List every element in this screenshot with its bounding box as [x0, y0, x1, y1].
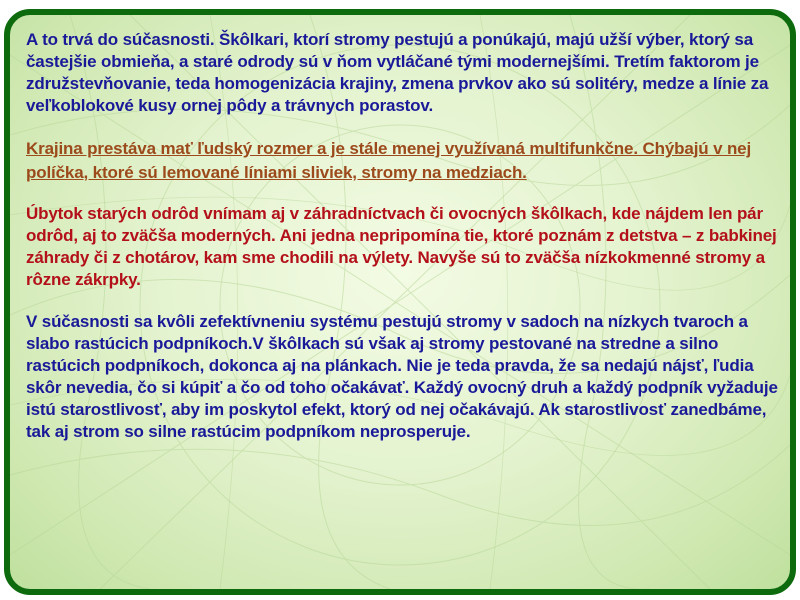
- paragraph-rootstocks: V súčasnosti sa kvôli zefektívneniu systému pestujú stromy v sadoch na nízkych tvaroch a slabo rastúcich podpníkoch.V škôlkach sú však aj stromy pestované na stredne a silno rastúcich podpníkoch, dokonca aj na plánkach. Nie je teda pravda, že sa nedajú nájsť, ľudia skôr nevedia, čo si kúpiť a čo od toho očakávať. Každý ovocný druh a každý podpník vyžaduje istú starostlivosť, aby im poskytol efekt, ktorý od nej očakávajú. Ak starostlivosť zanedbáme, tak aj strom so silne rastúcim podpníkom neprosperuje.: [26, 312, 778, 441]
- paragraph-old-varieties-decline: Úbytok starých odrôd vnímam aj v záhradníctvach či ovocných škôlkach, kde nájdem len pár odrôd, aj to zväčša moderných. Ani jedna nepripomína tie, ktoré poznám z detstva – z babkinej záhrady či z chotárov, kam sme chodili na výlety. Navyše sú to zväčša nízkokmenné stromy a rôzne zákrpky.: [26, 204, 777, 289]
- text-content: [26, 29, 782, 463]
- green-rounded-frame: [4, 9, 796, 595]
- paragraph-landscape-highlight: Krajina prestáva mať ľudský rozmer a je stále menej využívaná multifunkčne. Chýbajú v nej políčka, ktoré sú lemované líniami sliviek, stromy na medziach.: [26, 139, 752, 182]
- paragraph-present-day: A to trvá do súčasnosti. Škôlkari, ktorí stromy pestujú a ponúkajú, majú užší výber, ktorý sa častejšie obmieňa, a staré odrody sú v ňom vytláčané tými modernejšími. Tretím faktorom je združstevňovanie, teda homogenizácia krajiny, zmena prvkov ako sú solitéry, medze a línie za veľkoblokové kusy ornej pôdy a trávnych porastov.: [26, 30, 769, 115]
